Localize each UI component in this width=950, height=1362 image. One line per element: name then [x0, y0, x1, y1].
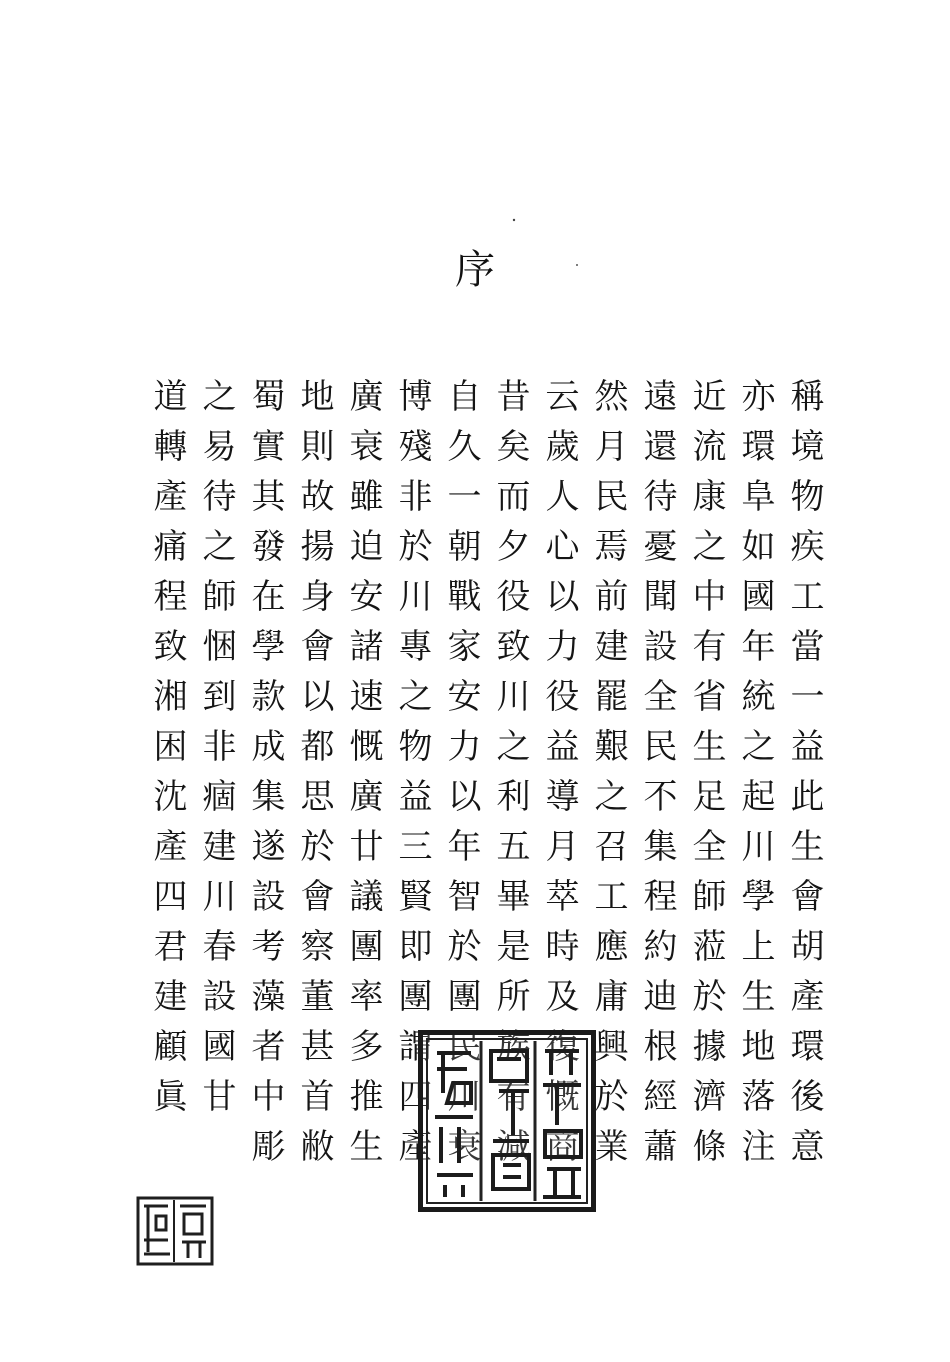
text-column-8: 自久一朝戰家安力以年智於團民川衰	[441, 378, 481, 1178]
text-column-13: 之易待之師悃到非痼建川春設國甘	[196, 378, 236, 1128]
text-column-12: 蜀實其發在學款成集遂設考藻者中彫	[245, 378, 285, 1178]
text-column-2: 亦環阜如國年統之起川學上生地落注	[735, 378, 775, 1178]
text-column-1: 稱境物疾工當一益此生會胡產環後意	[784, 378, 824, 1178]
text-column-4: 遠還待憂聞設全民不集程約迪根經蕭	[637, 378, 677, 1178]
text-column-6: 云歲人心以力役益導月萃時及復慨商	[539, 378, 579, 1178]
page-title: 序	[455, 247, 495, 293]
text-column-5: 然月民焉前建罷艱之召工應庸興於業	[588, 378, 628, 1178]
text-column-14: 道轉產痛程致湘困沈產四君建顧眞	[147, 378, 187, 1128]
text-column-10: 廣衰雖迫安諸速慨廣廿議團率多推生	[343, 378, 383, 1178]
text-column-11: 地則故揚身會以都思於會察董甚首敝	[294, 378, 334, 1178]
text-column-3: 近流康之中有省生足全師蒞於據濟條	[686, 378, 726, 1178]
text-column-7: 昔矣而夕役致川之利五畢是所族有減	[490, 378, 530, 1178]
text-column-9: 博殘非於川專之物益三賢即團謂四產	[392, 378, 432, 1178]
